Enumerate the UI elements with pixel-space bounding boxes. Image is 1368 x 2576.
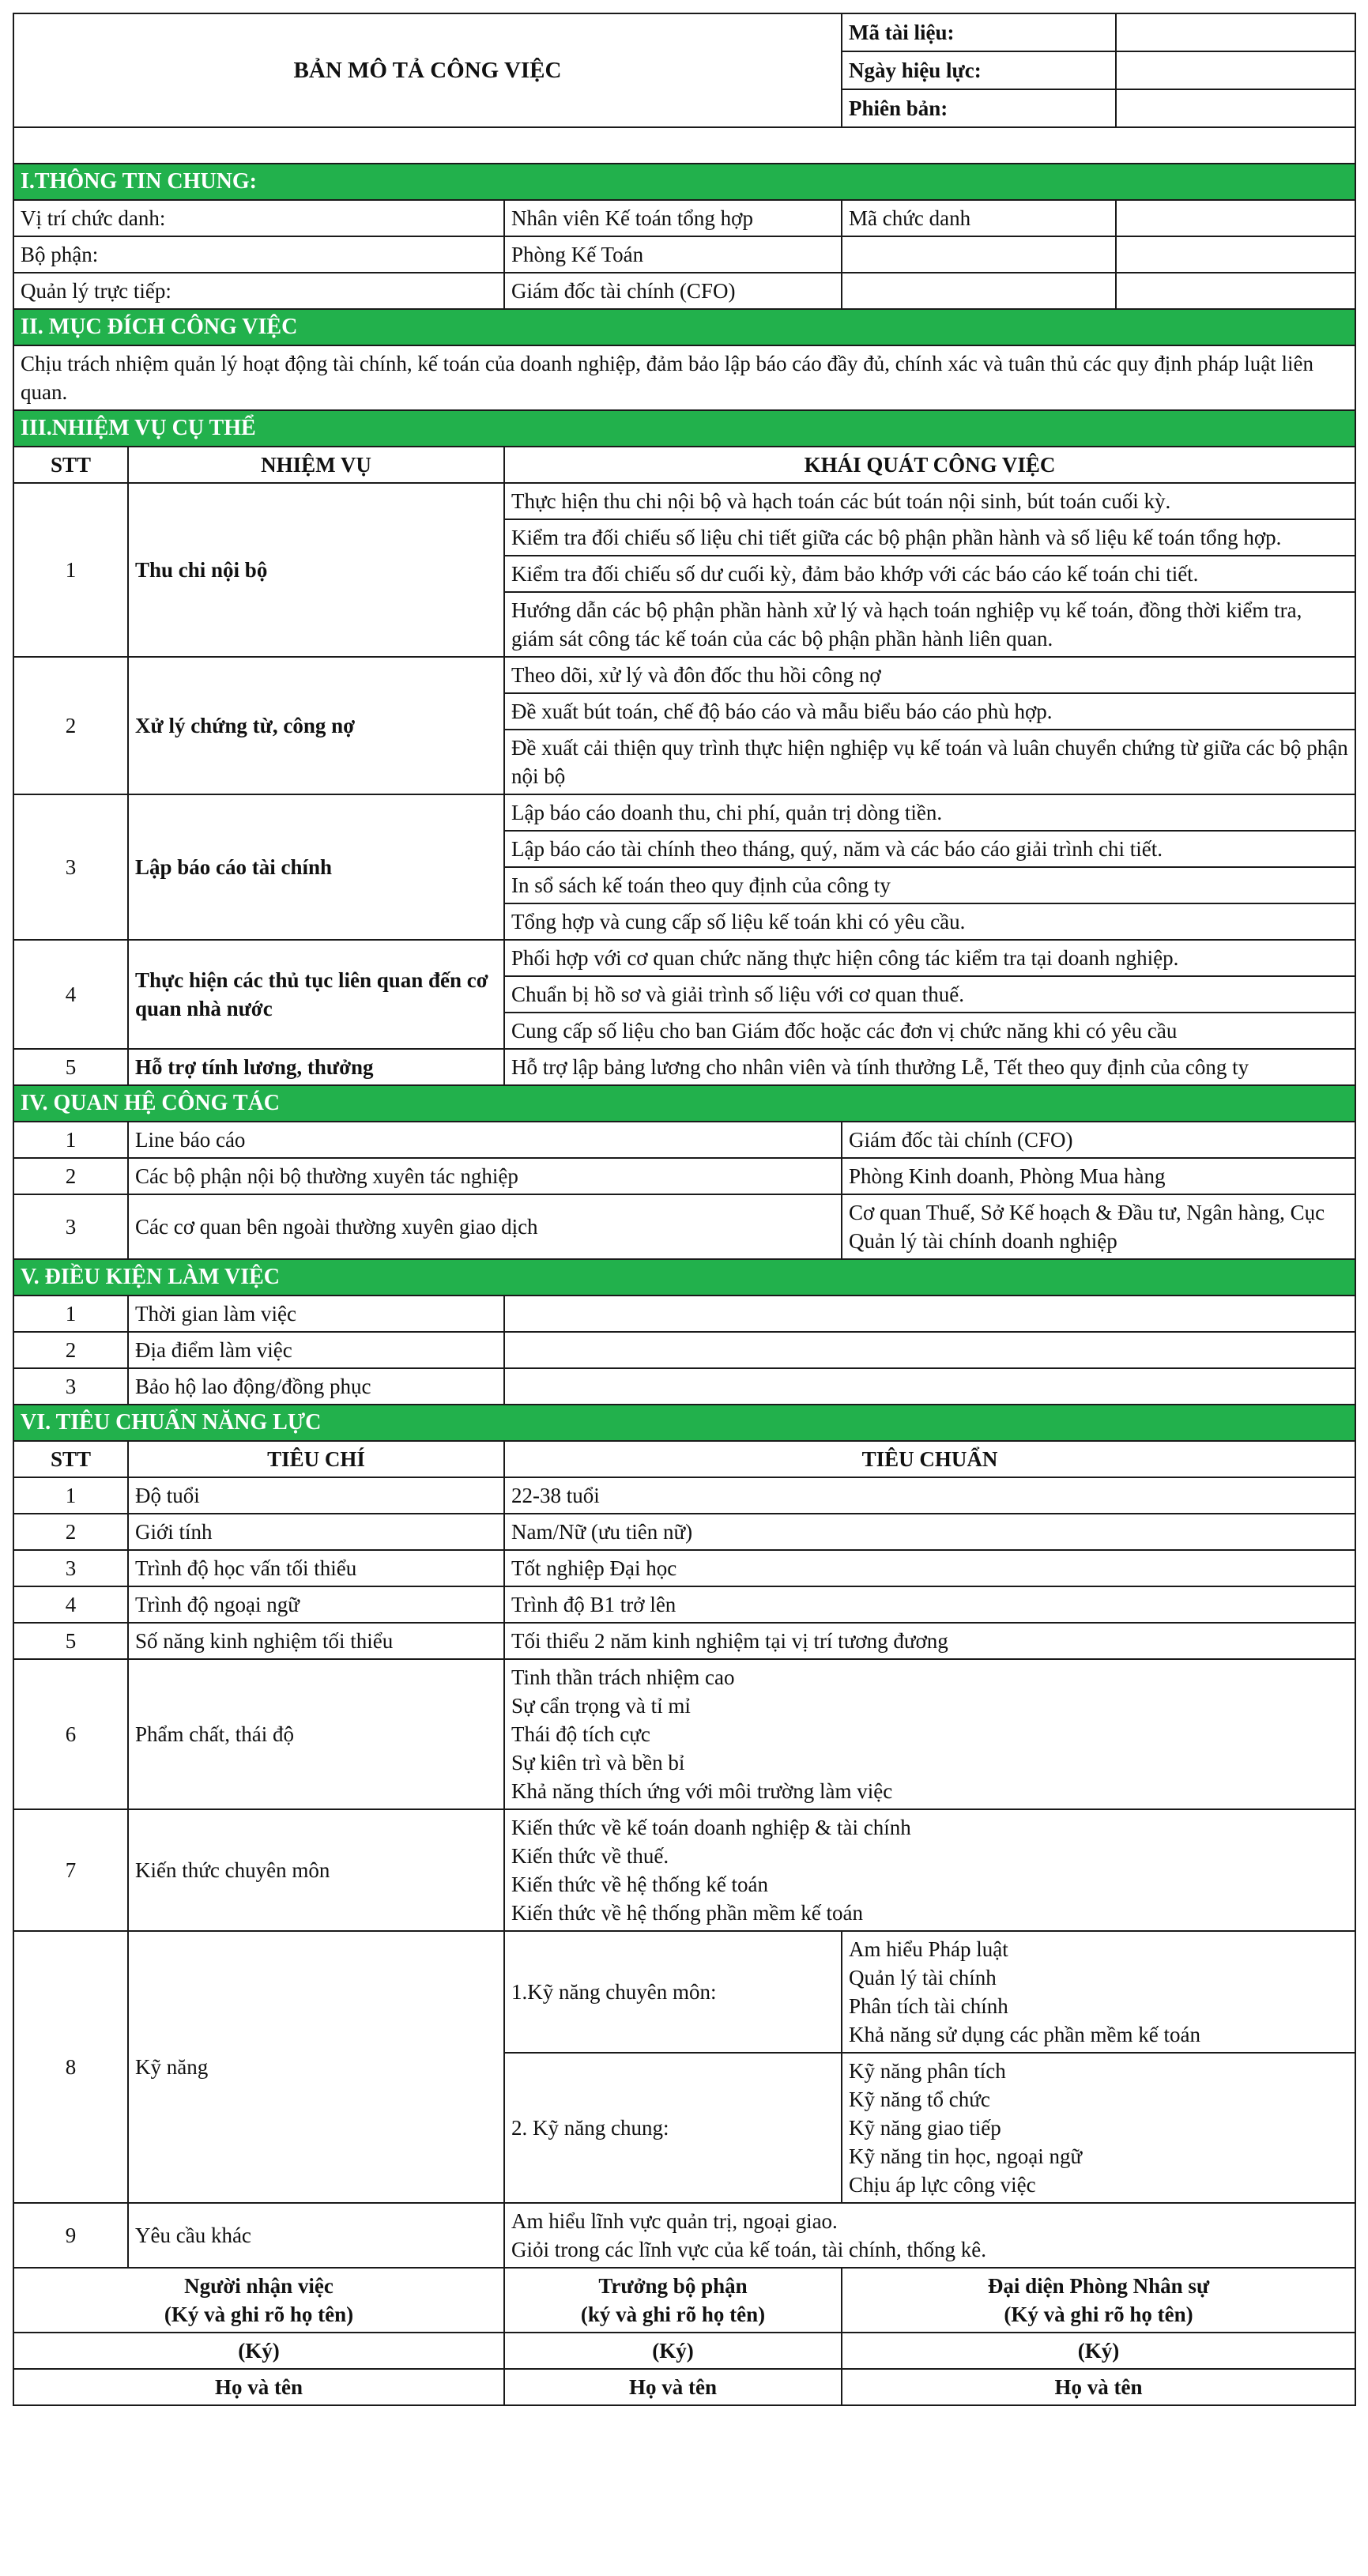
relation-value: Giám đốc tài chính (CFO) <box>842 1122 1355 1158</box>
condition-label: Bảo hộ lao động/đồng phục <box>128 1368 504 1405</box>
condition-stt: 2 <box>13 1332 128 1368</box>
competency-criteria: Kỹ năng <box>128 1931 504 2203</box>
signature-head-title: Trưởng bộ phận <box>598 2274 748 2298</box>
relation-stt: 1 <box>13 1122 128 1158</box>
sign-label: (Ký) <box>842 2333 1355 2369</box>
section-purpose-heading: II. MỤC ĐÍCH CÔNG VIỆC <box>13 309 1355 345</box>
duty-detail: In sổ sách kế toán theo quy định của công ty <box>504 867 1355 903</box>
duty-stt: 1 <box>13 483 128 657</box>
duty-task: Thu chi nội bộ <box>128 483 504 657</box>
condition-value <box>504 1368 1355 1405</box>
relation-value: Cơ quan Thuế, Sở Kế hoạch & Đầu tư, Ngân hàng, Cục Quản lý tài chính doanh nghiệp <box>842 1194 1355 1259</box>
competency-stt: 7 <box>13 1809 128 1931</box>
section-relations-heading: IV. QUAN HỆ CÔNG TÁC <box>13 1085 1355 1122</box>
competency-standard: Nam/Nữ (ưu tiên nữ) <box>504 1514 1355 1550</box>
competency-criteria: Độ tuổi <box>128 1477 504 1514</box>
relation-value: Phòng Kinh doanh, Phòng Mua hàng <box>842 1158 1355 1194</box>
competency-criteria: Trình độ ngoại ngữ <box>128 1586 504 1623</box>
section-conditions-heading: V. ĐIỀU KIỆN LÀM VIỆC <box>13 1259 1355 1296</box>
competency-standard: Tinh thần trách nhiệm cao Sự cẩn trọng và tỉ mỉ Thái độ tích cực Sự kiên trì và bền bỉ Khả năng thích ứng với môi trường làm việc <box>504 1659 1355 1809</box>
duty-detail: Kiểm tra đối chiếu số liệu chi tiết giữa các bộ phận phần hành và số liệu kế toán tổng hợp. <box>504 519 1355 556</box>
duty-task: Lập báo cáo tài chính <box>128 794 504 940</box>
duty-detail: Chuẩn bị hồ sơ và giải trình số liệu với cơ quan thuế. <box>504 976 1355 1013</box>
empty-cell <box>1116 236 1355 273</box>
empty-cell <box>842 236 1116 273</box>
competency-stt: 9 <box>13 2203 128 2268</box>
duties-col-task: NHIỆM VỤ <box>128 447 504 483</box>
competency-col-stt: STT <box>13 1441 128 1477</box>
duty-detail: Đề xuất bút toán, chế độ báo cáo và mẫu biểu báo cáo phù hợp. <box>504 693 1355 730</box>
relation-label: Line báo cáo <box>128 1122 842 1158</box>
duty-detail: Kiểm tra đối chiếu số dư cuối kỳ, đảm bảo khớp với các báo cáo kế toán chi tiết. <box>504 556 1355 592</box>
signature-receiver-title: Người nhận việc <box>184 2274 334 2298</box>
version-value <box>1116 89 1355 127</box>
effective-date-value <box>1116 51 1355 89</box>
section-competency-heading: VI. TIÊU CHUẨN NĂNG LỰC <box>13 1405 1355 1441</box>
duty-stt: 5 <box>13 1049 128 1085</box>
position-code-value <box>1116 200 1355 236</box>
condition-stt: 3 <box>13 1368 128 1405</box>
duty-task: Xử lý chứng từ, công nợ <box>128 657 504 794</box>
duty-detail: Hỗ trợ lập bảng lương cho nhân viên và tính thưởng Lễ, Tết theo quy định của công ty <box>504 1049 1355 1085</box>
competency-criteria: Kiến thức chuyên môn <box>128 1809 504 1931</box>
competency-standard: Tốt nghiệp Đại học <box>504 1550 1355 1586</box>
competency-stt: 1 <box>13 1477 128 1514</box>
manager-label: Quản lý trực tiếp: <box>13 273 504 309</box>
position-code-label: Mã chức danh <box>842 200 1116 236</box>
condition-value <box>504 1296 1355 1332</box>
doc-code-value <box>1116 13 1355 51</box>
relation-label: Các bộ phận nội bộ thường xuyên tác nghiệp <box>128 1158 842 1194</box>
department-value: Phòng Kế Toán <box>504 236 842 273</box>
competency-col-criteria: TIÊU CHÍ <box>128 1441 504 1477</box>
position-label: Vị trí chức danh: <box>13 200 504 236</box>
competency-stt: 2 <box>13 1514 128 1550</box>
general-skills-list: Kỹ năng phân tích Kỹ năng tổ chức Kỹ năng giao tiếp Kỹ năng tin học, ngoại ngữ Chịu áp lực công việc <box>842 2053 1355 2203</box>
competency-stt: 3 <box>13 1550 128 1586</box>
professional-skills-label: 1.Kỹ năng chuyên môn: <box>504 1931 842 2053</box>
competency-standard: Am hiểu lĩnh vực quản trị, ngoại giao. Giỏi trong các lĩnh vực của kế toán, tài chính, thống kê. <box>504 2203 1355 2268</box>
duty-stt: 4 <box>13 940 128 1049</box>
job-description-table <box>13 13 1356 2406</box>
empty-cell <box>1116 273 1355 309</box>
duty-stt: 2 <box>13 657 128 794</box>
competency-standard: Kiến thức về kế toán doanh nghiệp & tài chính Kiến thức về thuế. Kiến thức về hệ thống kế toán Kiến thức về hệ thống phần mềm kế toán <box>504 1809 1355 1931</box>
section-general-heading: I.THÔNG TIN CHUNG: <box>13 164 1355 200</box>
duty-detail: Lập báo cáo tài chính theo tháng, quý, năm và các báo cáo giải trình chi tiết. <box>504 831 1355 867</box>
relation-label: Các cơ quan bên ngoài thường xuyên giao dịch <box>128 1194 842 1259</box>
empty-cell <box>842 273 1116 309</box>
condition-label: Địa điểm làm việc <box>128 1332 504 1368</box>
duties-col-stt: STT <box>13 447 128 483</box>
competency-stt: 6 <box>13 1659 128 1809</box>
competency-standard: 22-38 tuổi <box>504 1477 1355 1514</box>
competency-col-standard: TIÊU CHUẨN <box>504 1441 1355 1477</box>
condition-value <box>504 1332 1355 1368</box>
version-label: Phiên bản: <box>842 89 1116 127</box>
purpose-text: Chịu trách nhiệm quản lý hoạt động tài chính, kế toán của doanh nghiệp, đảm bảo lập báo cáo đầy đủ, chính xác và tuân thủ các quy định pháp luật liên quan. <box>13 345 1355 410</box>
signature-head <box>504 2268 842 2333</box>
duty-task: Hỗ trợ tính lương, thưởng <box>128 1049 504 1085</box>
signature-receiver <box>13 2268 504 2333</box>
spacer-row <box>13 127 1355 164</box>
name-label: Họ và tên <box>504 2369 842 2405</box>
position-value: Nhân viên Kế toán tổng hợp <box>504 200 842 236</box>
condition-label: Thời gian làm việc <box>128 1296 504 1332</box>
doc-code-label: Mã tài liệu: <box>842 13 1116 51</box>
competency-criteria: Số năng kinh nghiệm tối thiểu <box>128 1623 504 1659</box>
effective-date-label: Ngày hiệu lực: <box>842 51 1116 89</box>
document-title: BẢN MÔ TẢ CÔNG VIỆC <box>13 13 842 127</box>
duty-detail: Đề xuất cải thiện quy trình thực hiện nghiệp vụ kế toán và luân chuyển chứng từ giữa các bộ phận nội bộ <box>504 730 1355 794</box>
duty-detail: Phối hợp với cơ quan chức năng thực hiện công tác kiểm tra tại doanh nghiệp. <box>504 940 1355 976</box>
relation-stt: 3 <box>13 1194 128 1259</box>
name-label: Họ và tên <box>842 2369 1355 2405</box>
sign-label: (Ký) <box>13 2333 504 2369</box>
competency-standard: Trình độ B1 trở lên <box>504 1586 1355 1623</box>
competency-criteria: Yêu cầu khác <box>128 2203 504 2268</box>
duty-detail: Thực hiện thu chi nội bộ và hạch toán các bút toán nội sinh, bút toán cuối kỳ. <box>504 483 1355 519</box>
sign-label: (Ký) <box>504 2333 842 2369</box>
signature-hr-title: Đại diện Phòng Nhân sự <box>987 2274 1210 2298</box>
duty-task: Thực hiện các thủ tục liên quan đến cơ quan nhà nước <box>128 940 504 1049</box>
name-label: Họ và tên <box>13 2369 504 2405</box>
duty-detail: Tổng hợp và cung cấp số liệu kế toán khi có yêu cầu. <box>504 903 1355 940</box>
duty-detail: Lập báo cáo doanh thu, chi phí, quản trị dòng tiền. <box>504 794 1355 831</box>
condition-stt: 1 <box>13 1296 128 1332</box>
duty-detail: Cung cấp số liệu cho ban Giám đốc hoặc các đơn vị chức năng khi có yêu cầu <box>504 1013 1355 1049</box>
signature-hr-note: (Ký và ghi rõ họ tên) <box>1004 2303 1193 2326</box>
manager-value: Giám đốc tài chính (CFO) <box>504 273 842 309</box>
competency-stt: 4 <box>13 1586 128 1623</box>
duty-detail: Hướng dẫn các bộ phận phần hành xử lý và hạch toán nghiệp vụ kế toán, đồng thời kiểm tra, giám sát công tác kế toán của các bộ phận phần hành liên quan. <box>504 592 1355 657</box>
duties-col-summary: KHÁI QUÁT CÔNG VIỆC <box>504 447 1355 483</box>
signature-head-note: (ký và ghi rõ họ tên) <box>580 2303 766 2326</box>
duty-detail: Theo dõi, xử lý và đôn đốc thu hồi công nợ <box>504 657 1355 693</box>
professional-skills-list: Am hiểu Pháp luật Quản lý tài chính Phân tích tài chính Khả năng sử dụng các phần mềm kế toán <box>842 1931 1355 2053</box>
relation-stt: 2 <box>13 1158 128 1194</box>
competency-standard: Tối thiểu 2 năm kinh nghiệm tại vị trí tương đương <box>504 1623 1355 1659</box>
general-skills-label: 2. Kỹ năng chung: <box>504 2053 842 2203</box>
signature-hr <box>842 2268 1355 2333</box>
competency-stt: 8 <box>13 1931 128 2203</box>
signature-receiver-note: (Ký và ghi rõ họ tên) <box>164 2303 354 2326</box>
department-label: Bộ phận: <box>13 236 504 273</box>
section-duties-heading: III.NHIỆM VỤ CỤ THỂ <box>13 410 1355 447</box>
competency-criteria: Giới tính <box>128 1514 504 1550</box>
duty-stt: 3 <box>13 794 128 940</box>
competency-criteria: Trình độ học vấn tối thiểu <box>128 1550 504 1586</box>
competency-stt: 5 <box>13 1623 128 1659</box>
competency-criteria: Phẩm chất, thái độ <box>128 1659 504 1809</box>
